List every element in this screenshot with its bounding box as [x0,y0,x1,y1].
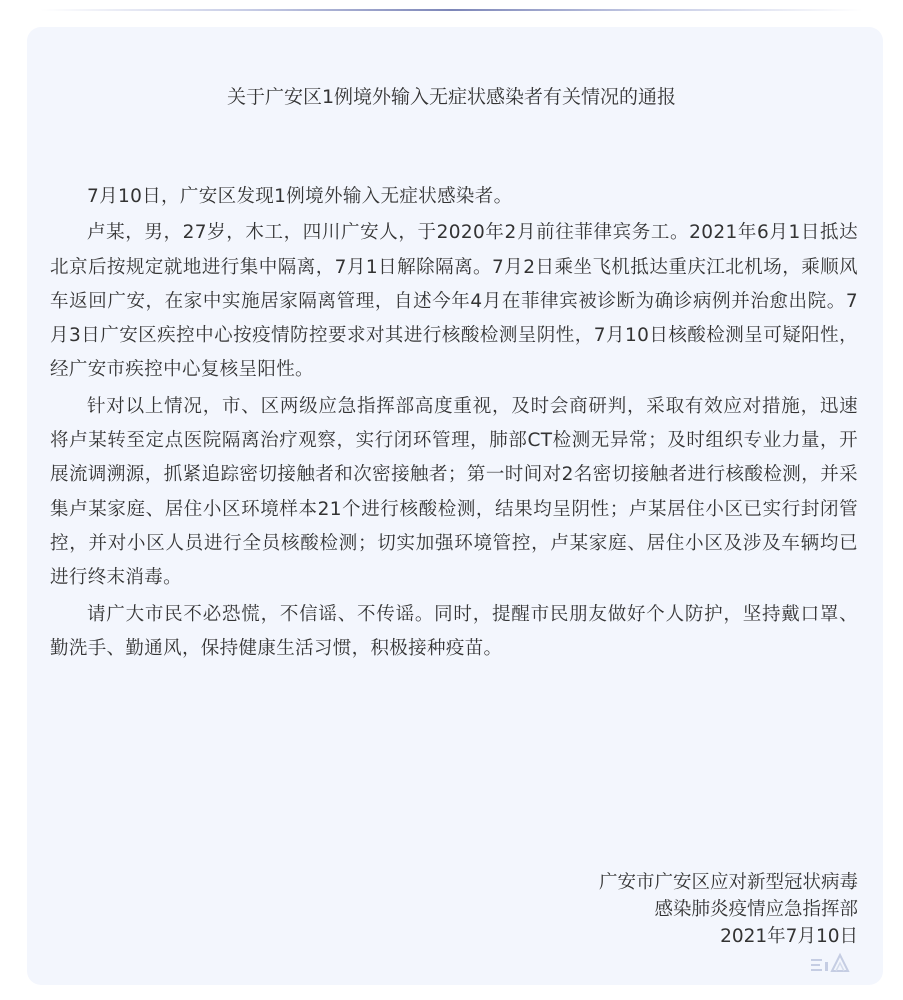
paragraph-case-details: 卢某，男，27岁，木工，四川广安人，于2020年2月前往菲律宾务工。2021年6月1日抵达北京后按规定就地进行集中隔离，7月1日解除隔离。7月2日乘坐飞机抵达重庆江北机场，乘顺风车返回广安，在家中实施居家隔离管理，自述今年4月在菲律宾被诊断为确诊病例并治愈出院。7月3日广安区疾控中心按疫情防控要求对其进行核酸检测呈阴性，7月10日核酸检测呈可疑阳性，经广安市疾控中心复核呈阳性。 [50,222,858,381]
signature-block [599,869,858,950]
signature-org-line1: 广安市广安区应对新型冠状病毒 [598,872,858,893]
notice-body [50,180,858,668]
top-divider-line [40,9,863,11]
signature-org-line2: 感染肺炎疫情应急指挥部 [654,899,858,920]
top-strip [0,0,903,14]
notice-title: 关于广安区1例境外输入无症状感染者有关情况的通报 [226,86,677,108]
paragraph-public-advice: 请广大市民不必恐慌，不信谣、不传谣。同时，提醒市民朋友做好个人防护，坚持戴口罩、勤洗手、勤通风，保持健康生活习惯，积极接种疫苗。 [50,603,858,659]
corner-logo-icon [808,950,858,980]
signature-date: 2021年7月10日 [720,926,858,947]
paragraph-summary: 7月10日，广安区发现1例境外输入无症状感染者。 [87,186,513,207]
paragraph-response-measures: 针对以上情况，市、区两级应急指挥部高度重视，及时会商研判，采取有效应对措施，迅速将卢某转至定点医院隔离治疗观察，实行闭环管理，肺部CT检测无异常；及时组织专业力量，开展流调溯源，抓紧追踪密切接触者和次密接触者；第一时间对2名密切接触者进行核酸检测，并采集卢某家庭、居住小区环境样本21个进行核酸检测，结果均呈阴性；卢某居住小区已实行封闭管控，并对小区人员进行全员核酸检测；切实加强环境管控，卢某家庭、居住小区及涉及车辆均已进行终末消毒。 [50,395,858,589]
